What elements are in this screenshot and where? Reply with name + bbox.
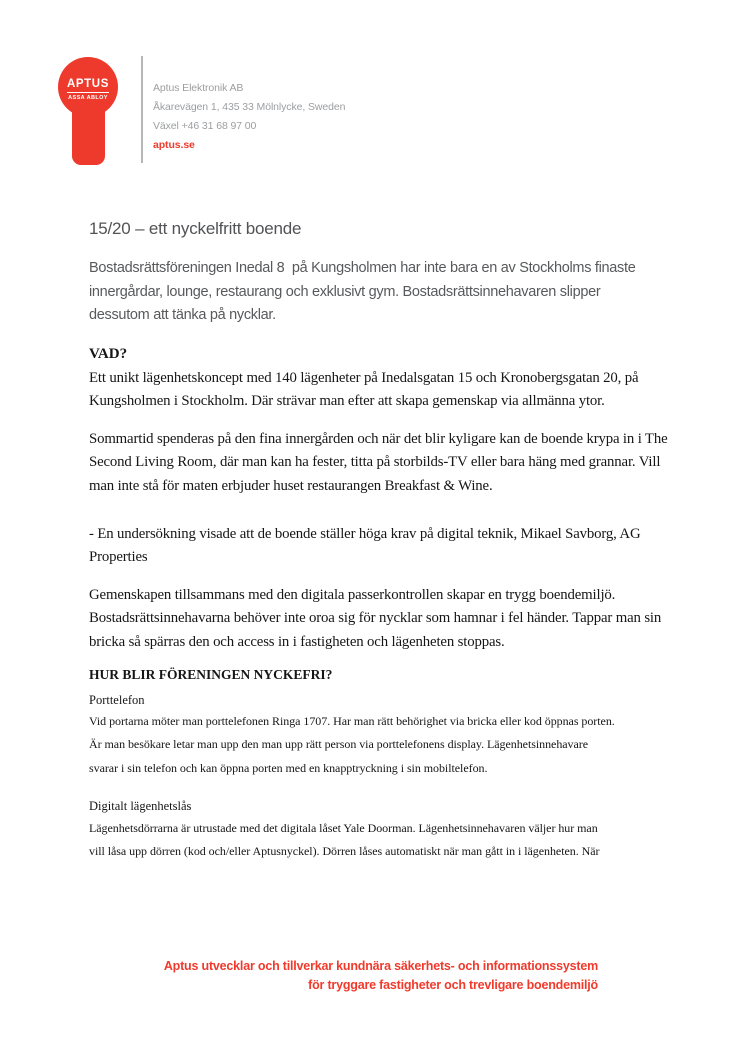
text-line: bricka så spärras den och access in i fastigheten och lägenheten stoppas. bbox=[89, 633, 505, 650]
lead-paragraph bbox=[89, 257, 636, 328]
company-phone: Växel +46 31 68 97 00 bbox=[153, 120, 257, 132]
text-line: Vid portarna möter man porttelefonen Ringa 1707. Har man rätt behörighet via bricka eller kod öppnas porten. bbox=[89, 714, 615, 728]
footer-tagline bbox=[164, 957, 598, 994]
aptus-wordmark: APTUS bbox=[67, 78, 109, 90]
text-line: Bostadsrättsföreningen Inedal 8 på Kungsholmen har inte bara en av Stockholms finaste bbox=[89, 260, 636, 276]
paragraph-porttelefon bbox=[89, 710, 615, 780]
assa-abloy-label: ASSA ABLOY bbox=[68, 95, 108, 101]
section-heading-vad: VAD? bbox=[89, 346, 128, 362]
contact-block bbox=[153, 79, 345, 155]
paragraph-what bbox=[89, 367, 638, 414]
company-address: Åkarevägen 1, 435 33 Mölnlycke, Sweden bbox=[153, 101, 346, 113]
paragraph-courtyard bbox=[89, 428, 668, 498]
text-line: innergårdar, lounge, restaurang och exklusivt gym. Bostadsrättsinnehavaren slipper bbox=[89, 283, 601, 300]
text-line: Properties bbox=[89, 549, 148, 566]
logo-divider-rule bbox=[67, 92, 109, 93]
paragraph-community bbox=[89, 584, 661, 654]
section-heading-how: HUR BLIR FÖRENINGEN NYCKEFRI? bbox=[89, 667, 333, 682]
subheading-digital-lock: Digitalt lägenhetslås bbox=[89, 799, 192, 813]
text-line: svarar i sin telefon och kan öppna porten med en knapptryckning i sin mobiltelefon. bbox=[89, 760, 488, 775]
text-line: man inte stå för maten erbjuder huset restaurangen Breakfast & Wine. bbox=[89, 477, 493, 494]
text-line: Ett unikt lägenhetskoncept med 140 lägenheter på Inedalsgatan 15 och Kronobergsgatan 20, på bbox=[89, 370, 639, 386]
paragraph-digital-lock bbox=[89, 817, 599, 864]
text-line: Sommartid spenderas på den fina innergården och när det blir kyligare kan de boende krypa in i The bbox=[89, 431, 668, 447]
company-website-link[interactable]: aptus.se bbox=[153, 139, 195, 151]
header-divider bbox=[141, 56, 143, 163]
text-line: dessutom att tänka på nycklar. bbox=[89, 307, 276, 323]
text-line: - En undersökning visade att de boende ställer höga krav på digital teknik, Mikael Savborg, AG bbox=[89, 526, 641, 542]
text-line: Kungsholmen i Stockholm. Där strävar man efter att skapa gemenskap via allmänna ytor. bbox=[89, 393, 605, 410]
text-line: Second Living Room, där man kan ha fester, titta på storbilds-TV eller bara häng med grannar. Vill bbox=[89, 454, 661, 471]
quote-paragraph bbox=[89, 523, 640, 570]
aptus-key-logo-icon bbox=[58, 57, 118, 117]
subheading-porttelefon: Porttelefon bbox=[89, 693, 145, 707]
text-line: Bostadsrättsinnehavarna behöver inte oroa sig för nycklar som hamnar i fel händer. Tappar man sin bbox=[89, 610, 662, 627]
footer-tagline-line: för tryggare fastigheter och trevligare boendemiljö bbox=[308, 977, 598, 992]
text-line: Är man besökare letar man upp den man upp rätt person via porttelefonens display. Lägenhetsinnehavare bbox=[89, 737, 588, 752]
page-title: 15/20 – ett nyckelfritt boende bbox=[89, 219, 302, 238]
footer-tagline-line: Aptus utvecklar och tillverkar kundnära säkerhets- och informationssystem bbox=[163, 959, 598, 973]
text-line: Gemenskapen tillsammans med den digitala passerkontrollen skapar en trygg boendemiljö. bbox=[89, 587, 616, 603]
text-line: vill låsa upp dörren (kod och/eller Aptusnyckel). Dörren låses automatiskt när man gått in i lägenheten. När bbox=[89, 844, 600, 859]
company-name: Aptus Elektronik AB bbox=[153, 82, 244, 94]
text-line: Lägenhetsdörrarna är utrustade med det digitala låset Yale Doorman. Lägenhetsinnehavaren väljer hur man bbox=[89, 821, 598, 835]
